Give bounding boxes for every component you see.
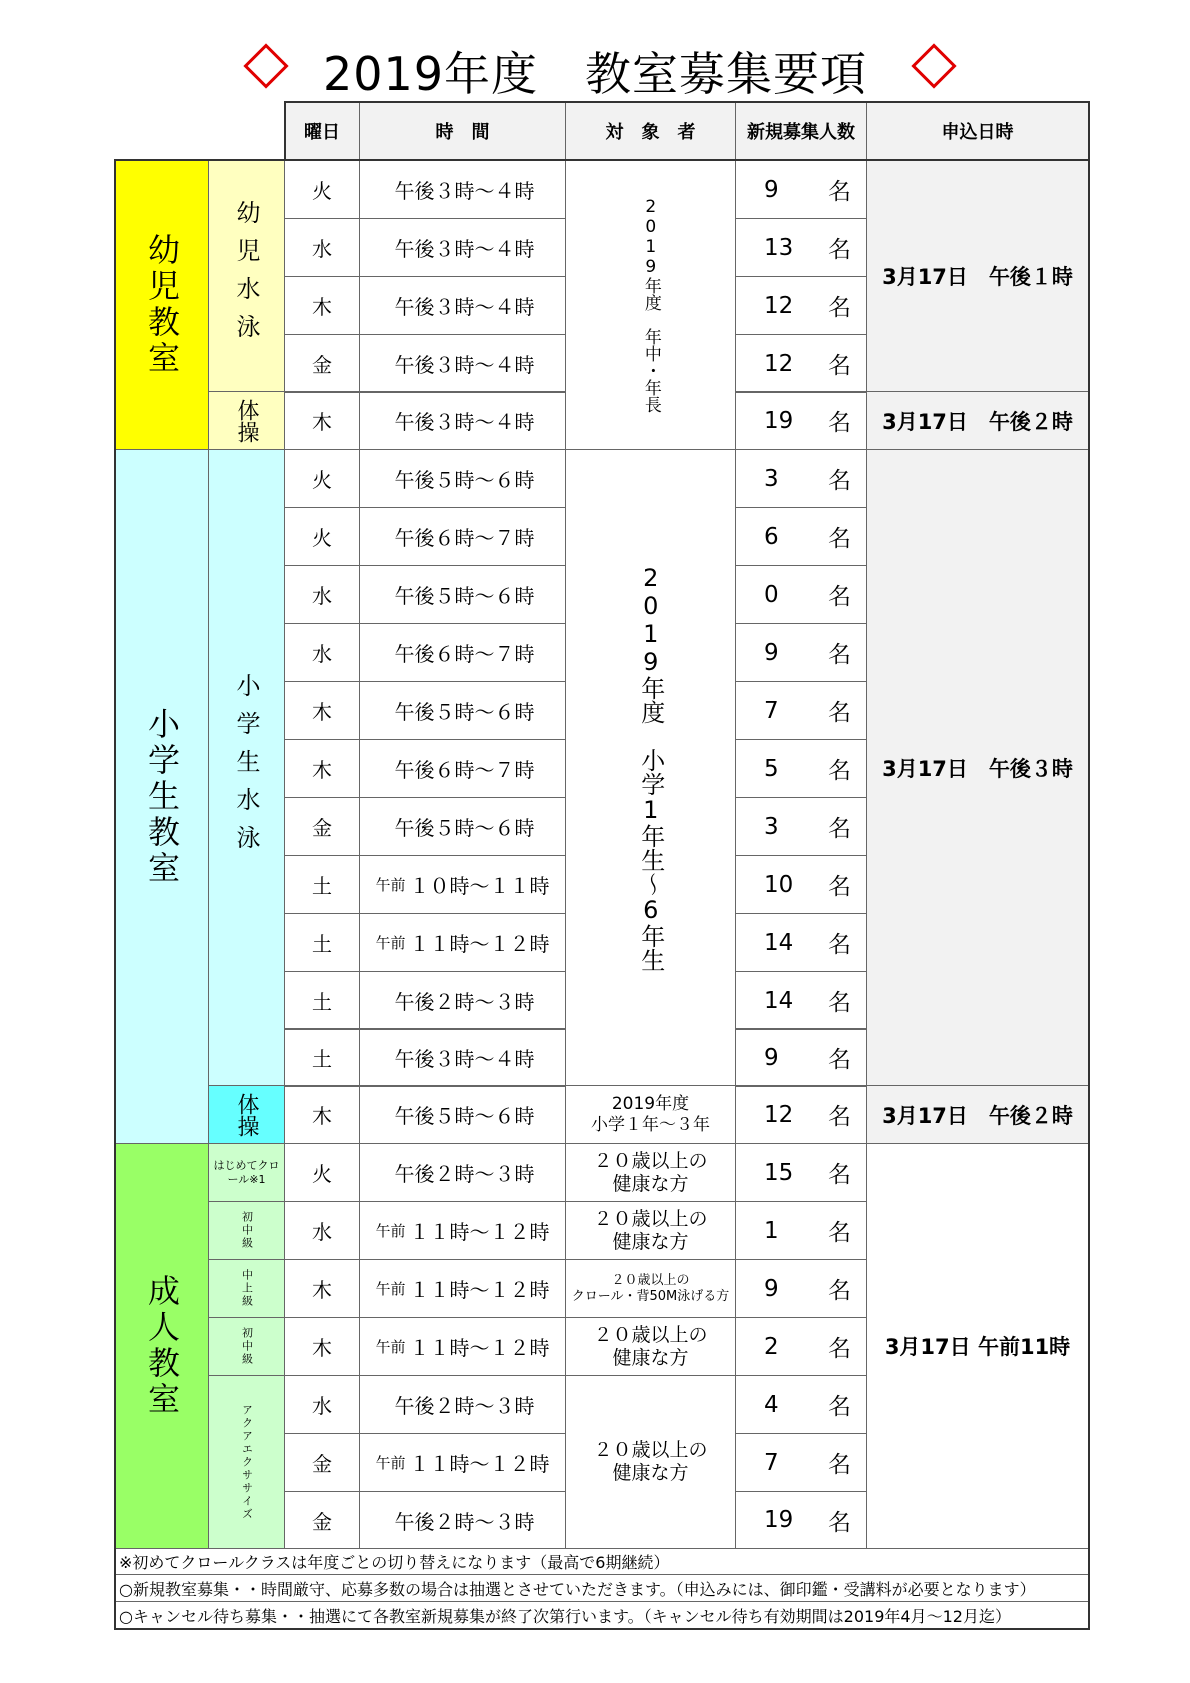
row-count-unit: 名 <box>828 353 851 379</box>
row-time <box>359 913 566 972</box>
row-count-value: 2 <box>764 1333 779 1360</box>
row-count-unit: 名 <box>828 526 851 552</box>
row-count-value: 7 <box>764 697 779 724</box>
row-time-text: 午後５時〜６時 <box>394 816 535 840</box>
row-count <box>735 218 867 277</box>
row-time-text: １１時〜１２時 <box>409 1452 550 1476</box>
row-time-prefix: 午前 <box>375 1454 406 1472</box>
row-time-text: １１時〜１２時 <box>409 1336 550 1360</box>
page-title: 2019年度 教室募集要項 <box>322 47 868 101</box>
row-count-unit: 名 <box>828 1220 851 1246</box>
row-count-value: 1 <box>764 1217 779 1244</box>
note-cancel-wait: ○キャンセル待ち募集・・抽選にて各教室新規募集が終了次第行います。（キャンセル待ち有効期間は2019年4月〜12月迄） <box>115 1601 1089 1629</box>
row-time <box>359 1085 566 1144</box>
row-count <box>735 160 867 219</box>
date-shou-taisou: 3月17日 午後２時 <box>866 1085 1089 1144</box>
row-count <box>735 1143 867 1202</box>
row-count-unit: 名 <box>828 1047 851 1073</box>
header-date: 申込日時 <box>866 102 1089 160</box>
row-day: 木 <box>284 1259 360 1318</box>
row-count-unit: 名 <box>828 237 851 263</box>
row-time-text: 午後２時〜３時 <box>394 1509 535 1534</box>
target-adult-2: ２０歳以上の 健康な方 <box>565 1201 736 1260</box>
row-day: 木 <box>284 681 360 740</box>
row-time <box>359 1491 566 1549</box>
row-count <box>735 1491 867 1549</box>
row-time <box>359 565 566 624</box>
row-time-text: １１時〜１２時 <box>409 932 550 956</box>
row-count-value: 14 <box>764 929 794 956</box>
row-time <box>359 1375 566 1434</box>
row-time-text: 午後６時〜７時 <box>394 758 535 782</box>
row-time-text: 午後６時〜７時 <box>394 526 535 550</box>
row-count-value: 10 <box>764 871 794 898</box>
category-youji: 幼児教室 <box>115 160 209 450</box>
row-count-value: 19 <box>764 1507 794 1533</box>
row-day: 土 <box>284 1028 360 1087</box>
sub-chujou: 中上級 <box>208 1259 285 1318</box>
row-count <box>735 1201 867 1260</box>
row-time <box>359 449 566 508</box>
row-day: 火 <box>284 449 360 508</box>
sub-youji-swim: 幼児水泳 <box>208 160 285 392</box>
row-time-prefix: 午前 <box>375 876 406 894</box>
row-day: 水 <box>284 565 360 624</box>
row-count-unit: 名 <box>828 758 851 784</box>
target-adult-crawl: ２０歳以上の クロール・背50M泳げる方 <box>565 1259 736 1318</box>
row-day: 水 <box>284 1375 360 1434</box>
row-count-value: 13 <box>764 234 794 261</box>
target-youji: 2019年度 年中・年長 <box>565 160 736 450</box>
row-time <box>359 971 566 1030</box>
row-count <box>735 739 867 798</box>
row-time-text: 午後５時〜６時 <box>394 468 535 492</box>
row-time-text: 午後３時〜４時 <box>394 353 535 377</box>
row-count <box>735 1085 867 1144</box>
sub-hajimete: はじめてクロール※1 <box>208 1143 285 1202</box>
row-time-text: 午後３時〜４時 <box>394 179 535 203</box>
row-count-unit: 名 <box>828 642 851 668</box>
row-count <box>735 334 867 393</box>
row-count <box>735 1433 867 1492</box>
row-count-unit: 名 <box>828 816 851 842</box>
row-time <box>359 218 566 277</box>
target-adult-aqua: ２０歳以上の 健康な方 <box>565 1375 736 1549</box>
row-day: 木 <box>284 391 360 450</box>
row-day: 土 <box>284 971 360 1030</box>
row-day: 水 <box>284 623 360 682</box>
row-time <box>359 1317 566 1376</box>
row-count <box>735 449 867 508</box>
row-count <box>735 855 867 914</box>
row-day: 金 <box>284 797 360 856</box>
target-shou-taisou: 2019年度 小学１年〜３年 <box>565 1085 736 1144</box>
row-day: 金 <box>284 1491 360 1549</box>
row-time-text: 午後３時〜４時 <box>394 410 535 434</box>
header-time: 時 間 <box>359 102 566 160</box>
row-count-unit: 名 <box>828 584 851 610</box>
row-time-text: 午後５時〜６時 <box>394 1104 535 1128</box>
row-time-text: 午後２時〜３時 <box>394 990 535 1014</box>
row-time-text: 午後２時〜３時 <box>394 1394 535 1418</box>
row-day: 水 <box>284 218 360 277</box>
row-count-value: 3 <box>764 813 779 840</box>
sub-shochu-1: 初中級 <box>208 1201 285 1260</box>
row-time-text: １１時〜１２時 <box>409 1278 550 1302</box>
row-time <box>359 681 566 740</box>
row-count-unit: 名 <box>828 700 851 726</box>
row-count-unit: 名 <box>828 874 851 900</box>
row-count-value: 9 <box>764 1275 779 1302</box>
row-time <box>359 1433 566 1492</box>
note-new-recruit: ○新規教室募集・・時間厳守、応募多数の場合は抽選とさせていただきます。（申込みには、御印鑑・受講料が必要となります） <box>115 1574 1089 1602</box>
row-count-value: 12 <box>764 1101 794 1128</box>
note-crawl: ※初めてクロールクラスは年度ごとの切り替えになります（最高で6期継続） <box>115 1548 1089 1575</box>
row-day: 火 <box>284 160 360 219</box>
row-count-unit: 名 <box>828 990 851 1016</box>
sub-youji-taisou: 体操 <box>208 391 285 450</box>
row-count <box>735 623 867 682</box>
row-count-unit: 名 <box>828 1278 851 1304</box>
sub-shou-taisou: 体操 <box>208 1085 285 1144</box>
row-day: 木 <box>284 1085 360 1144</box>
row-day: 木 <box>284 1317 360 1376</box>
row-count <box>735 1259 867 1318</box>
header-target: 対 象 者 <box>565 102 736 160</box>
row-time-text: 午後３時〜４時 <box>394 1047 535 1071</box>
row-count-unit: 名 <box>828 468 851 494</box>
row-day: 水 <box>284 1201 360 1260</box>
row-time-text: 午後６時〜７時 <box>394 642 535 666</box>
row-count <box>735 797 867 856</box>
row-time-text: １０時〜１１時 <box>409 874 550 898</box>
row-time <box>359 739 566 798</box>
row-count-unit: 名 <box>828 1394 851 1420</box>
row-time-text: 午後５時〜６時 <box>394 700 535 724</box>
row-time <box>359 1143 566 1202</box>
row-time-text: 午後３時〜４時 <box>394 295 535 319</box>
row-time <box>359 623 566 682</box>
row-time <box>359 391 566 450</box>
row-count-value: 4 <box>764 1391 779 1418</box>
date-shou-swim: 3月17日 午後３時 <box>866 449 1089 1086</box>
row-count <box>735 1317 867 1376</box>
row-count-unit: 名 <box>828 295 851 321</box>
row-count <box>735 1028 867 1087</box>
row-day: 火 <box>284 1143 360 1202</box>
row-count-unit: 名 <box>828 1509 851 1536</box>
row-time-text: １１時〜１２時 <box>409 1220 550 1244</box>
sub-shou-swim: 小学生水泳 <box>208 449 285 1086</box>
row-count-unit: 名 <box>828 1104 851 1130</box>
row-count <box>735 1375 867 1434</box>
target-adult-1: ２０歳以上の 健康な方 <box>565 1143 736 1202</box>
row-day: 金 <box>284 1433 360 1492</box>
row-count <box>735 276 867 335</box>
category-shougaku: 小学生教室 <box>115 449 209 1144</box>
row-time-text: 午後５時〜６時 <box>394 584 535 608</box>
row-time <box>359 507 566 566</box>
row-time <box>359 334 566 393</box>
row-day: 木 <box>284 276 360 335</box>
row-count-unit: 名 <box>828 1162 851 1188</box>
row-time-text: 午後３時〜４時 <box>394 237 535 261</box>
date-youji-taisou: 3月17日 午後２時 <box>866 391 1089 450</box>
date-youji-swim: 3月17日 午後１時 <box>866 160 1089 392</box>
row-time <box>359 1201 566 1260</box>
row-count-value: 15 <box>764 1159 794 1186</box>
category-seijin: 成人教室 <box>115 1143 209 1549</box>
row-count-value: 9 <box>764 639 779 666</box>
row-day: 金 <box>284 334 360 393</box>
row-count-unit: 名 <box>828 179 851 205</box>
row-count <box>735 507 867 566</box>
row-time <box>359 1028 566 1087</box>
row-count-value: 3 <box>764 465 779 492</box>
row-count-value: 7 <box>764 1449 779 1476</box>
row-time-prefix: 午前 <box>375 1222 406 1240</box>
row-count-unit: 名 <box>828 410 851 436</box>
row-count <box>735 391 867 450</box>
row-count-unit: 名 <box>828 932 851 958</box>
row-day: 火 <box>284 507 360 566</box>
row-time-prefix: 午前 <box>375 1338 406 1356</box>
row-time-prefix: 午前 <box>375 1280 406 1298</box>
row-count-value: 0 <box>764 581 779 608</box>
row-count-unit: 名 <box>828 1336 851 1362</box>
row-time <box>359 160 566 219</box>
row-count <box>735 681 867 740</box>
row-day: 土 <box>284 913 360 972</box>
row-count <box>735 913 867 972</box>
row-count-value: 9 <box>764 1044 779 1071</box>
sub-shochu-2: 初中級 <box>208 1317 285 1376</box>
date-adult: 3月17日 午前11時 <box>866 1143 1089 1549</box>
target-shougaku: 2019年度 小学1年生〜6年生 <box>565 449 736 1086</box>
header-day: 曜日 <box>284 102 360 160</box>
row-count <box>735 565 867 624</box>
row-count-value: 5 <box>764 755 779 782</box>
row-time <box>359 797 566 856</box>
row-time <box>359 855 566 914</box>
row-count-value: 14 <box>764 987 794 1014</box>
row-time <box>359 1259 566 1318</box>
row-time-prefix: 午前 <box>375 934 406 952</box>
row-day: 土 <box>284 855 360 914</box>
row-count-value: 9 <box>764 176 779 203</box>
row-day: 木 <box>284 739 360 798</box>
target-adult-3: ２０歳以上の 健康な方 <box>565 1317 736 1376</box>
row-count <box>735 971 867 1030</box>
row-count-value: 12 <box>764 350 794 377</box>
row-count-value: 12 <box>764 292 794 319</box>
header-count: 新規募集人数 <box>735 102 867 160</box>
row-count-value: 19 <box>764 407 794 434</box>
row-count-unit: 名 <box>828 1452 851 1478</box>
row-time <box>359 276 566 335</box>
row-time-text: 午後２時〜３時 <box>394 1162 535 1186</box>
sub-aqua: アクアエクササイズ <box>208 1375 285 1549</box>
row-count-value: 6 <box>764 523 779 550</box>
